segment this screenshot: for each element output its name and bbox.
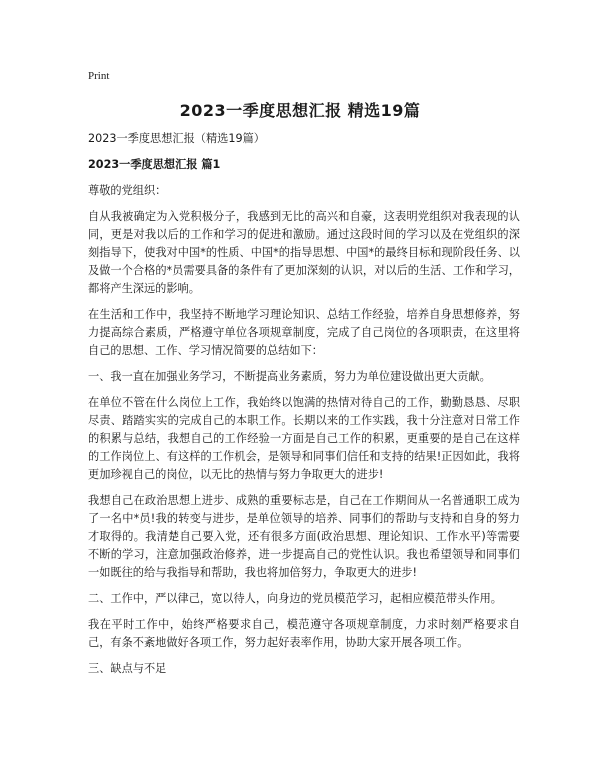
paragraph: 在单位不管在什么岗位上工作，我始终以饱满的热情对待自己的工作，勤勤恳恳、尽职尽责、踏踏实实的完成自己的本职工作。长期以来的工作实践，我十分注意对日常工作的积累与总结，我想自己的工作经验一方面是自己工作的积累，更重要的是自己在这样的工作岗位上、有这样的工作机会，是领导和同事们信任和支持的结果!正因如此，我将更加珍视自己的岗位，以无比的热情与努力争取更大的进步! — [88, 396, 520, 481]
section-heading: 2023一季度思想汇报 篇1 — [88, 158, 221, 171]
paragraph: 自从我被确定为入党积极分子，我感到无比的高兴和自豪，这表明党组织对我表现的认同，更是对我以后的工作和学习的促进和激励。通过这段时间的学习以及在党组织的深刻指导下，使我对中国*的性质、中国*的指导思想、中国*的最终目标和现阶段任务、以及做一个合格的*员需要具备的条件有了更加深刻的认识，对以后的生活、工作和学习，都将产生深远的影响。 — [88, 210, 520, 295]
paragraph: 我想自己在政治思想上进步、成熟的重要标志是，自己在工作期间从一名普通职工成为了一名中*员!我的转变与进步，是单位领导的培养、同事们的帮助与支持和自身的努力才取得的。我清楚自己要入党，还有很多方面(政治思想、理论知识、工作水平)等需要不断的学习，注意加强政治修养，进一步提高自己的党性认识。我也希望领导和同事们一如既往的给与我指导和帮助，我也将加倍努力，争取更大的进步! — [88, 494, 520, 579]
salutation: 尊敬的党组织： — [88, 184, 167, 197]
paragraph: 我在平时工作中，始终严格要求自己，模范遵守各项规章制度，力求时刻严格要求自己，有条不紊地做好各项工作，努力起好表率作用，协助大家开展各项工作。 — [88, 618, 520, 649]
paragraph: 一、我一直在加强业务学习，不断提高业务素质，努力为单位建设做出更大贡献。 — [88, 370, 491, 383]
page-title: 2023一季度思想汇报 精选19篇 — [179, 101, 421, 120]
document-body — [88, 130, 520, 686]
document-subtitle: 2023一季度思想汇报（精选19篇） — [88, 132, 265, 145]
paragraph: 三、缺点与不足 — [88, 662, 167, 675]
paragraph: 在生活和工作中，我坚持不断地学习理论知识、总结工作经验，培养自身思想修养，努力提高综合素质，严格遵守单位各项规章制度，完成了自己岗位的各项职责，在这里将自己的思想、工作、学习情况简要的总结如下： — [88, 308, 520, 357]
paragraph: 二、工作中，严以律己，宽以待人，向身边的党员模范学习，起相应模范带头作用。 — [88, 592, 502, 605]
print-label: Print — [88, 70, 110, 82]
